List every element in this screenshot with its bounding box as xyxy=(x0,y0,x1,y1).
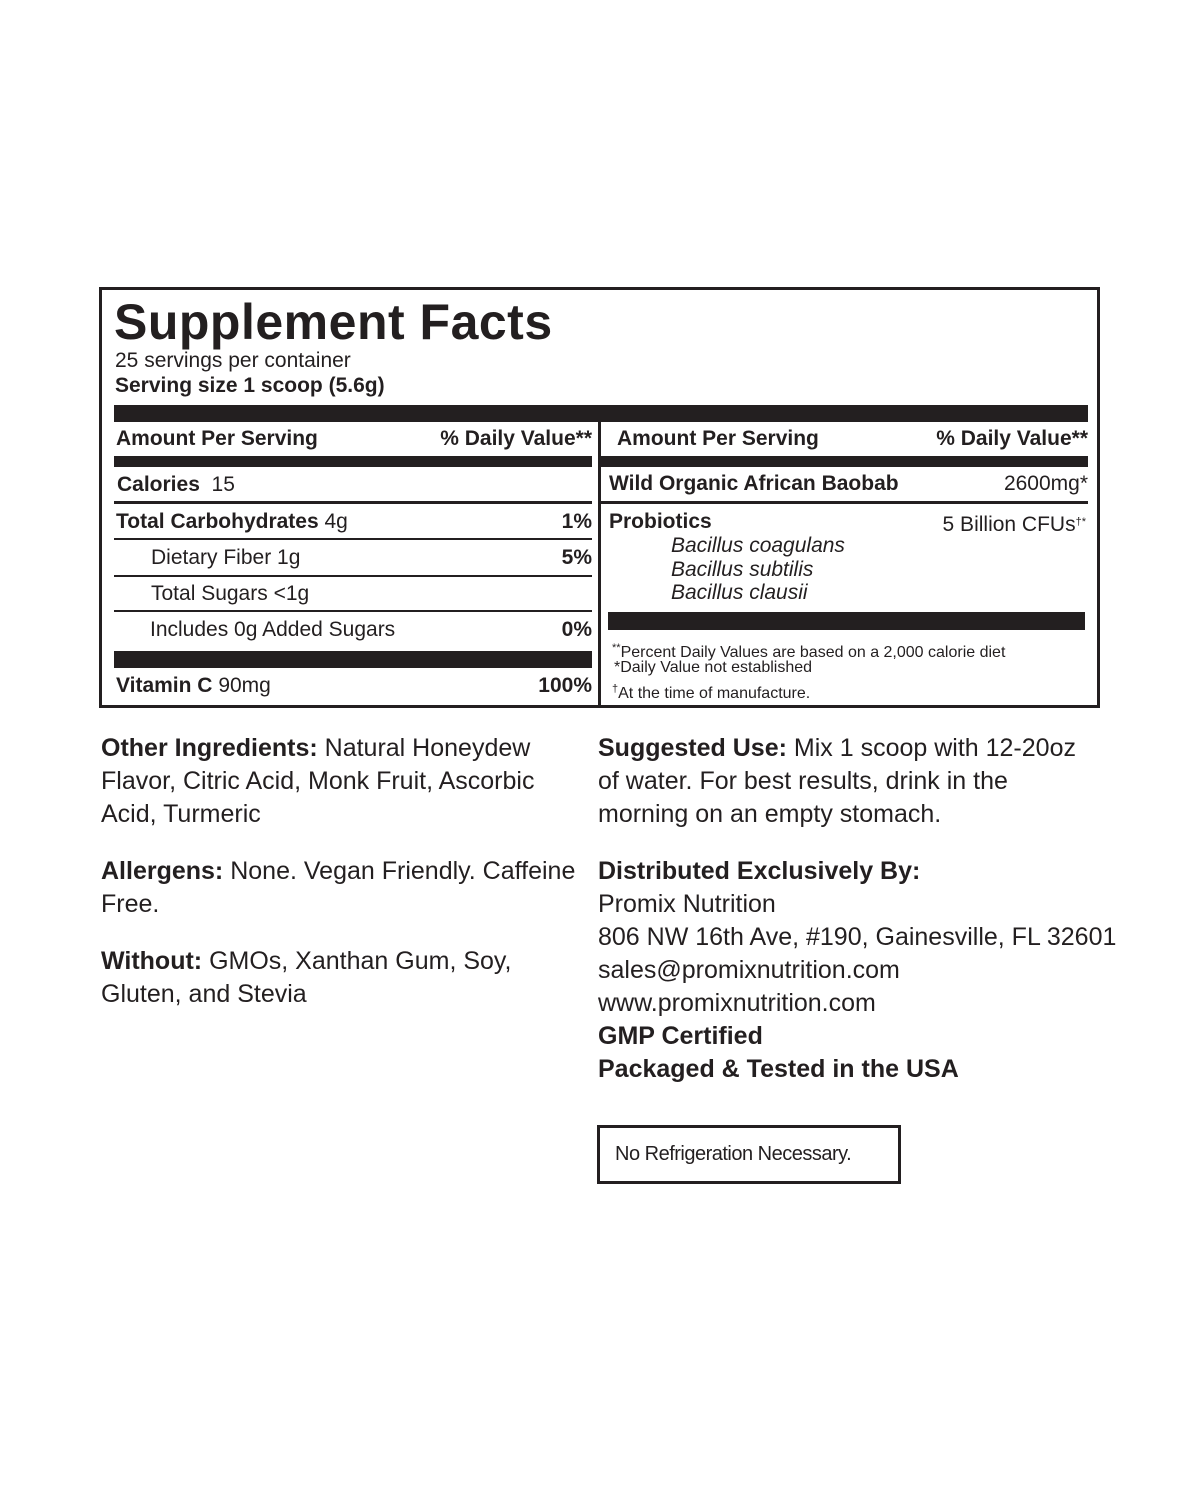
divider xyxy=(114,538,592,540)
probiotics-value-wrap xyxy=(882,510,1086,537)
distributor-label: Distributed Exclusively By: xyxy=(598,857,921,885)
right-header-bar xyxy=(601,456,1088,467)
divider xyxy=(114,610,592,612)
footnote-1-text: Percent Daily Values are based on a 2,000 calorie diet xyxy=(620,644,1006,661)
suggested-use-label: Suggested Use: xyxy=(598,734,787,762)
divider xyxy=(601,501,1088,504)
vitamin-c-label: Vitamin C xyxy=(116,674,213,697)
info-left-column xyxy=(101,732,576,1011)
suggested-use-text: Mix 1 scoop with 12-20oz of water. For best results, drink in the morning on an empty stomach. xyxy=(598,734,1076,828)
fiber-row: Dietary Fiber 1g xyxy=(151,546,301,569)
calories-label: Calories xyxy=(117,473,200,496)
other-ingredients-text: Natural Honeydew Flavor, Citric Acid, Monk Fruit, Ascorbic Acid, Turmeric xyxy=(101,734,535,828)
left-lower-bar xyxy=(114,651,592,668)
without-text: GMOs, Xanthan Gum, Soy, Gluten, and Stevia xyxy=(101,947,512,1008)
info-right-column xyxy=(598,732,1158,1086)
footnote-3-text: At the time of manufacture. xyxy=(618,685,811,702)
allergens-label: Allergens: xyxy=(101,857,224,885)
company-address: 806 NW 16th Ave, #190, Gainesville, FL 32601 xyxy=(598,923,1117,951)
divider xyxy=(114,501,592,504)
allergens-text: None. Vegan Friendly. Caffeine Free. xyxy=(101,857,576,918)
baobab-label: Wild Organic African Baobab xyxy=(609,472,899,495)
left-header-bar xyxy=(114,456,592,467)
suggested-use xyxy=(598,732,1098,831)
footnote-3-mark: † xyxy=(612,683,619,695)
left-header-dv: % Daily Value** xyxy=(440,427,592,450)
calories-row xyxy=(117,473,235,497)
top-thick-bar xyxy=(114,405,1088,422)
right-lower-bar xyxy=(608,612,1085,630)
packaged-tested: Packaged & Tested in the USA xyxy=(598,1055,959,1083)
strain-3: Bacillus clausii xyxy=(671,581,808,604)
fiber-dv: 5% xyxy=(561,546,592,569)
servings-per-container: 25 servings per container xyxy=(115,349,351,372)
company-website: www.promixnutrition.com xyxy=(598,989,876,1017)
gmp-certified: GMP Certified xyxy=(598,1022,763,1050)
no-refrigeration-box: No Refrigeration Necessary. xyxy=(597,1125,901,1184)
company-name: Promix Nutrition xyxy=(598,890,776,918)
vitamin-c-amount: 90mg xyxy=(218,674,271,697)
strain-2: Bacillus subtilis xyxy=(671,558,814,581)
left-header-amount: Amount Per Serving xyxy=(116,427,318,450)
serving-size: Serving size 1 scoop (5.6g) xyxy=(115,374,385,397)
without-label: Without: xyxy=(101,947,203,975)
carbs-label: Total Carbohydrates xyxy=(116,510,319,533)
divider xyxy=(114,575,592,577)
baobab-value: 2600mg* xyxy=(1003,472,1088,495)
allergens xyxy=(101,855,576,921)
supplement-facts-panel xyxy=(99,287,1100,708)
carbs-dv: 1% xyxy=(561,510,592,533)
added-sugars-dv: 0% xyxy=(561,618,592,641)
strain-1: Bacillus coagulans xyxy=(671,534,845,557)
carbs-amount: 4g xyxy=(324,510,348,533)
carbs-row xyxy=(116,510,348,534)
label-title: Supplement Facts xyxy=(114,294,553,350)
without xyxy=(101,945,576,1011)
other-ingredients xyxy=(101,732,576,831)
other-ingredients-label: Other Ingredients: xyxy=(101,734,318,762)
probiotics-label: Probiotics xyxy=(609,510,712,533)
footnote-1-mark: ** xyxy=(612,642,621,654)
company-email: sales@promixnutrition.com xyxy=(598,956,900,984)
added-sugars-row: Includes 0g Added Sugars xyxy=(150,618,396,641)
probiotics-value: 5 Billion CFUs xyxy=(942,513,1076,536)
footnote-3 xyxy=(612,679,810,704)
vitamin-c-dv: 100% xyxy=(538,674,592,697)
right-header-amount: Amount Per Serving xyxy=(617,427,819,450)
vitamin-c-row xyxy=(116,674,271,698)
right-header-dv: % Daily Value** xyxy=(936,427,1088,450)
calories-value: 15 xyxy=(211,473,235,496)
probiotics-mark: †* xyxy=(1075,516,1086,528)
footnote-2: *Daily Value not established xyxy=(614,659,813,676)
sugars-row: Total Sugars <1g xyxy=(151,582,310,605)
